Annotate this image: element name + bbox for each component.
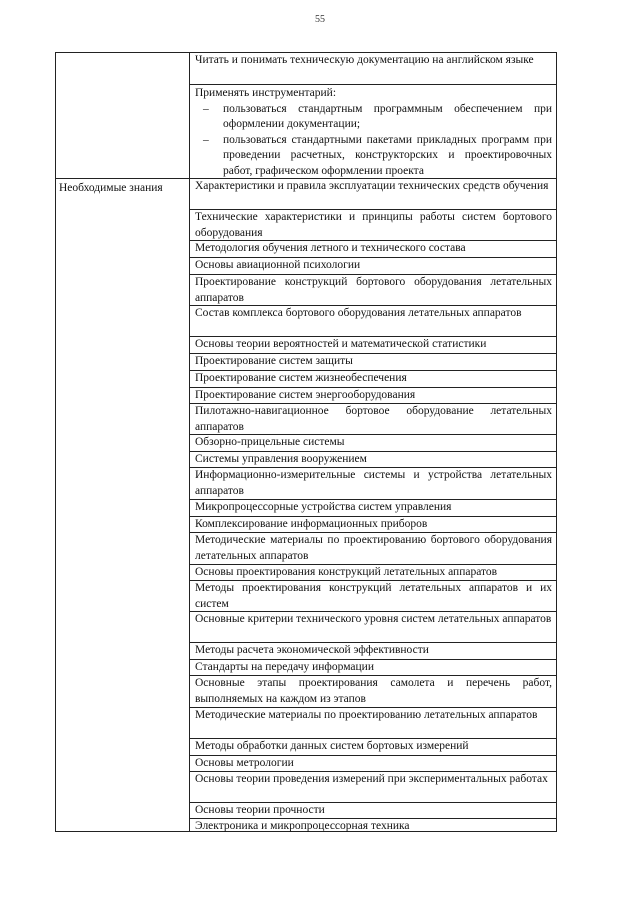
knowledge-row: Состав комплекса бортового оборудования летательных аппаратов (190, 306, 556, 337)
knowledge-row: Стандарты на передачу информации (190, 660, 556, 676)
dash-marker: – (203, 102, 209, 115)
knowledge-row: Характеристики и правила эксплуатации технических средств обучения (190, 179, 556, 210)
skill-row: Читать и понимать техническую документацию на английском языке (190, 53, 556, 85)
knowledge-row: Методические материалы по проектированию летательных аппаратов (190, 708, 556, 739)
knowledge-row: Методология обучения летного и технического состава (190, 241, 556, 258)
knowledge-row: Методические материалы по проектированию бортового оборудования летательных аппаратов (190, 533, 556, 565)
knowledge-row: Основы проектирования конструкций летательных аппаратов (190, 565, 556, 581)
knowledge-row: Основы теории вероятностей и математической статистики (190, 337, 556, 354)
knowledge-row: Основные критерии технического уровня систем летательных аппаратов (190, 612, 556, 643)
competency-table (55, 52, 557, 832)
right-column (190, 53, 556, 831)
skill-list-item-text: пользоваться стандартным программным обеспечением при оформлении документации; (223, 102, 552, 130)
knowledge-row: Методы проектирования конструкций летательных аппаратов и их систем (190, 581, 556, 612)
knowledge-row: Проектирование систем защиты (190, 354, 556, 371)
knowledge-row: Методы обработки данных систем бортовых измерений (190, 739, 556, 756)
knowledge-row: Технические характеристики и принципы работы систем бортового оборудования (190, 210, 556, 241)
skill-row-tools (190, 86, 556, 178)
knowledge-row: Электроника и микропроцессорная техника (195, 820, 410, 832)
knowledge-row: Пилотажно-навигационное бортовое оборудование летательных аппаратов (190, 404, 556, 435)
knowledge-row: Обзорно-прицельные системы (190, 435, 556, 452)
knowledge-row: Основы теории прочности (190, 803, 556, 819)
knowledge-row: Проектирование систем жизнеобеспечения (190, 371, 556, 388)
skill-row-tools-title: Применять инструментарий: (195, 87, 337, 99)
skill-list-item-text: пользоваться стандартными пакетами прикладных программ при проведении расчетных, конструкторских и проектировочных работ, графическом оформлении проекта (223, 133, 552, 177)
knowledge-row: Микропроцессорные устройства систем управления (190, 500, 556, 517)
skill-list-item (195, 133, 552, 179)
knowledge-row: Информационно-измерительные системы и устройства летательных аппаратов (190, 468, 556, 500)
page-number: 55 (315, 14, 325, 25)
knowledge-row: Основные этапы проектирования самолета и перечень работ, выполняемых на каждом из этапов (190, 676, 556, 708)
knowledge-row: Системы управления вооружением (190, 452, 556, 468)
knowledge-label: Необходимые знания (59, 182, 163, 194)
knowledge-row: Основы авиационной психологии (190, 258, 556, 275)
dash-marker: – (203, 133, 209, 146)
knowledge-row: Комплексирование информационных приборов (190, 517, 556, 533)
skill-list-item (195, 102, 552, 133)
knowledge-row: Методы расчета экономической эффективности (190, 643, 556, 660)
knowledge-row: Основы теории проведения измерений при экспериментальных работах (190, 772, 556, 803)
knowledge-row: Основы метрологии (190, 756, 556, 772)
knowledge-row: Проектирование систем энергооборудования (190, 388, 556, 404)
knowledge-row: Проектирование конструкций бортового оборудования летательных аппаратов (190, 275, 556, 306)
